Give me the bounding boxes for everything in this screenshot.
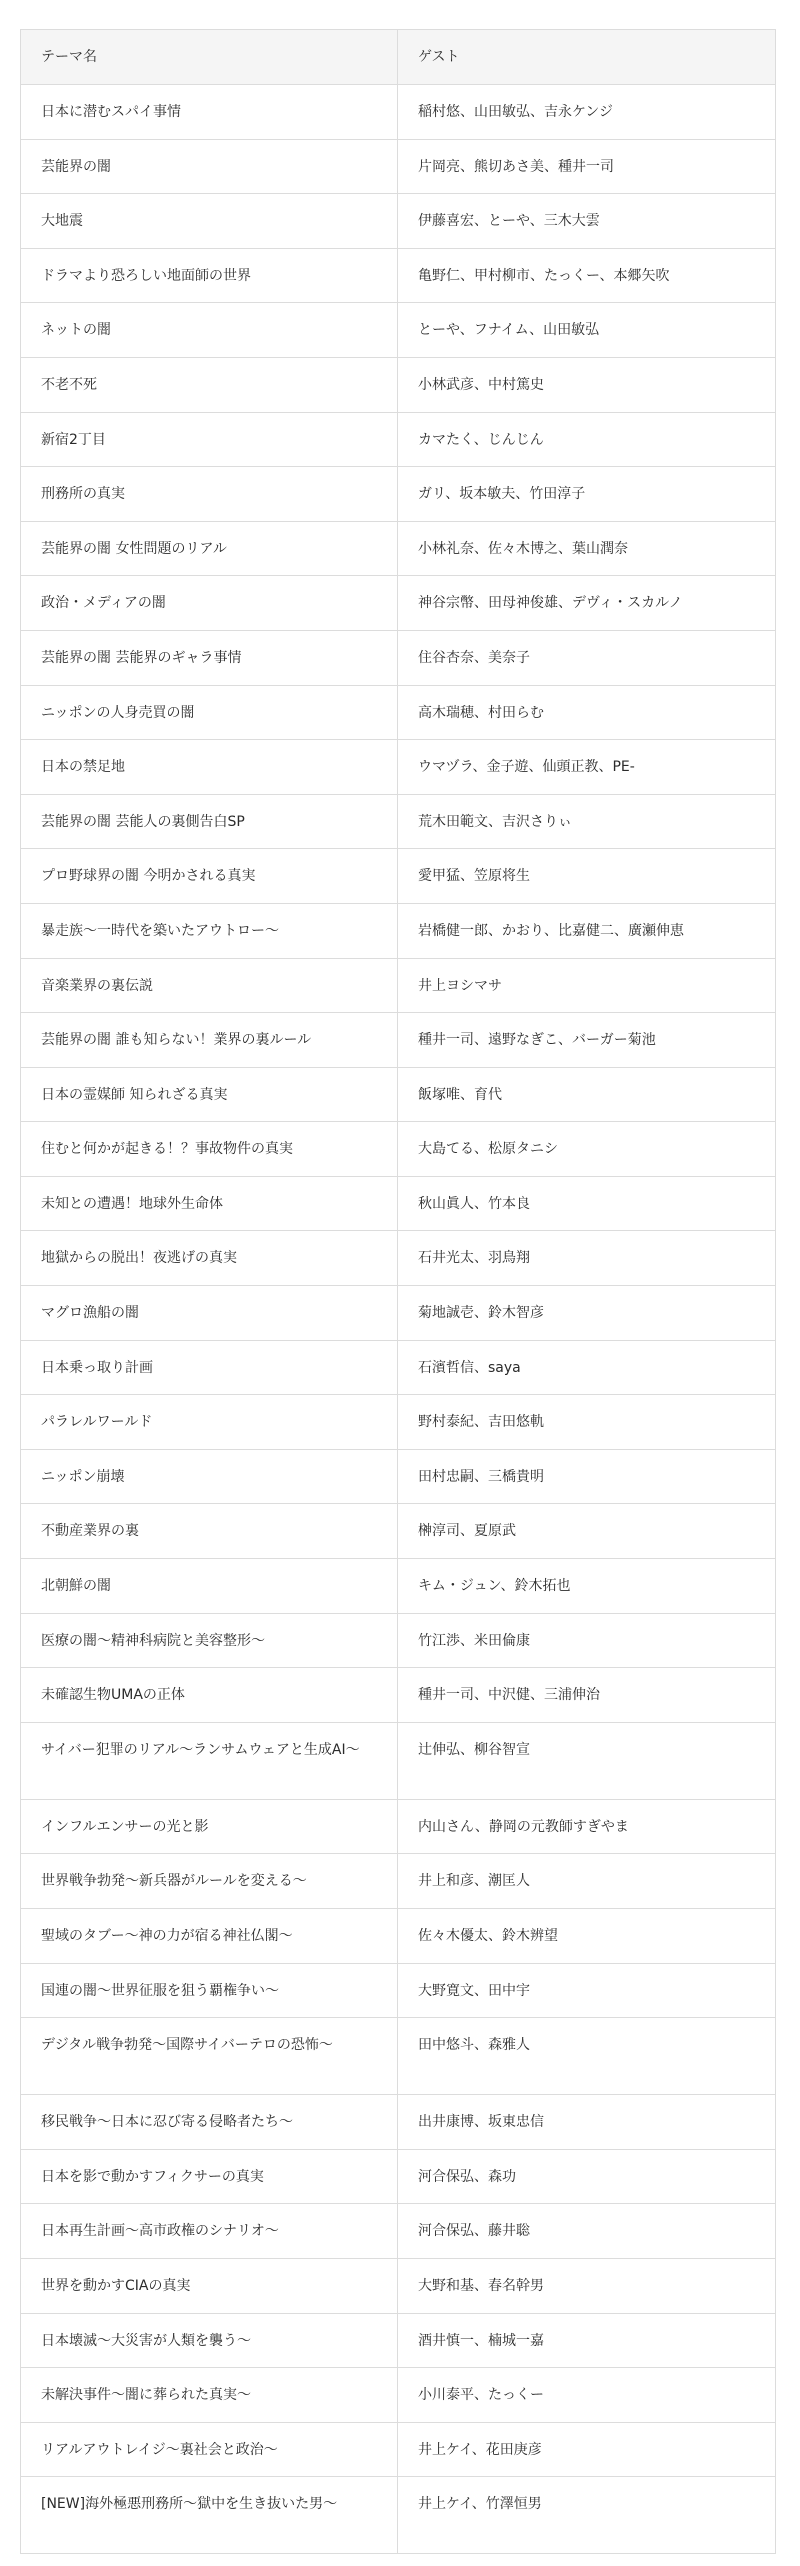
table-row <box>21 2018 776 2095</box>
table-row <box>21 2477 776 2554</box>
guest-cell: 辻伸弘、柳谷智宣 <box>398 1722 776 1799</box>
theme-cell: 大地震 <box>21 194 398 249</box>
table-row <box>21 303 776 358</box>
guest-cell: 片岡亮、熊切あさ美、種井一司 <box>398 139 776 194</box>
guest-cell: 河合保弘、藤井聡 <box>398 2204 776 2259</box>
table-row <box>21 1286 776 1341</box>
guest-cell: 大野和基、春名幹男 <box>398 2258 776 2313</box>
guest-cell: 飯塚唯、育代 <box>398 1067 776 1122</box>
theme-cell: 芸能界の闇 芸能人の裏側告白SP <box>21 794 398 849</box>
theme-cell: プロ野球界の闇 今明かされる真実 <box>21 849 398 904</box>
table-header-row <box>21 30 776 85</box>
theme-cell: インフルエンサーの光と影 <box>21 1799 398 1854</box>
table-row <box>21 685 776 740</box>
guest-cell: 愛甲猛、笠原将生 <box>398 849 776 904</box>
table-row <box>21 357 776 412</box>
theme-cell: マグロ漁船の闇 <box>21 1286 398 1341</box>
header-theme: テーマ名 <box>21 30 398 85</box>
table-row <box>21 1963 776 2018</box>
guest-cell: 石井光太、羽鳥翔 <box>398 1231 776 1286</box>
table-row <box>21 794 776 849</box>
table-row <box>21 1504 776 1559</box>
theme-cell: 日本壊滅〜大災害が人類を襲う〜 <box>21 2313 398 2368</box>
theme-cell: ニッポン崩壊 <box>21 1449 398 1504</box>
guest-cell: 岩橋健一郎、かおり、比嘉健二、廣瀬伸恵 <box>398 903 776 958</box>
table-row <box>21 1340 776 1395</box>
guest-cell: 亀野仁、甲村柳市、たっくー、本郷矢吹 <box>398 248 776 303</box>
guest-cell: 住谷杏奈、美奈子 <box>398 630 776 685</box>
guest-cell: とーや、フナイム、山田敏弘 <box>398 303 776 358</box>
table-row <box>21 1013 776 1068</box>
theme-cell: ニッポンの人身売買の闇 <box>21 685 398 740</box>
guest-cell: カマたく、じんじん <box>398 412 776 467</box>
guest-cell: 井上ケイ、竹澤恒男 <box>398 2477 776 2554</box>
table-row <box>21 903 776 958</box>
table-row <box>21 139 776 194</box>
guest-cell: 小林武彦、中村篤史 <box>398 357 776 412</box>
table-row <box>21 1176 776 1231</box>
table-row <box>21 2149 776 2204</box>
table-row <box>21 1122 776 1177</box>
guest-cell: 種井一司、中沢健、三浦伸治 <box>398 1668 776 1723</box>
guest-cell: 酒井慎一、楠城一嘉 <box>398 2313 776 2368</box>
theme-cell: 未解決事件〜闇に葬られた真実〜 <box>21 2368 398 2423</box>
guest-cell: キム・ジュン、鈴木拓也 <box>398 1559 776 1614</box>
theme-cell: 政治・メディアの闇 <box>21 576 398 631</box>
theme-cell: 芸能界の闇 <box>21 139 398 194</box>
theme-cell: 不動産業界の裏 <box>21 1504 398 1559</box>
guest-cell: 稲村悠、山田敏弘、吉永ケンジ <box>398 85 776 140</box>
table-row <box>21 576 776 631</box>
table-row <box>21 1067 776 1122</box>
table-row <box>21 1559 776 1614</box>
theme-cell: 世界を動かすCIAの真実 <box>21 2258 398 2313</box>
table-row <box>21 85 776 140</box>
theme-cell: 聖域のタブー〜神の力が宿る神社仏閣〜 <box>21 1909 398 1964</box>
guest-cell: ガリ、坂本敏夫、竹田淳子 <box>398 467 776 522</box>
table-row <box>21 2368 776 2423</box>
theme-cell: パラレルワールド <box>21 1395 398 1450</box>
guest-cell: 河合保弘、森功 <box>398 2149 776 2204</box>
theme-cell: 日本の霊媒師 知られざる真実 <box>21 1067 398 1122</box>
table-row <box>21 1395 776 1450</box>
guest-cell: 伊藤喜宏、とーや、三木大雲 <box>398 194 776 249</box>
theme-cell: リアルアウトレイジ〜裏社会と政治〜 <box>21 2422 398 2477</box>
theme-cell: 日本の禁足地 <box>21 740 398 795</box>
table-row <box>21 2422 776 2477</box>
guest-cell: 石濱哲信、saya <box>398 1340 776 1395</box>
guest-cell: 出井康博、坂東忠信 <box>398 2095 776 2150</box>
guest-cell: 榊淳司、夏原武 <box>398 1504 776 1559</box>
table-row <box>21 740 776 795</box>
table-row <box>21 958 776 1013</box>
guest-cell: 種井一司、遠野なぎこ、バーガー菊池 <box>398 1013 776 1068</box>
table-row <box>21 1449 776 1504</box>
guest-cell: 荒木田範文、吉沢さりぃ <box>398 794 776 849</box>
theme-cell: 国連の闇〜世界征服を狙う覇権争い〜 <box>21 1963 398 2018</box>
theme-cell: 未確認生物UMAの正体 <box>21 1668 398 1723</box>
table-row <box>21 1613 776 1668</box>
guest-cell: 神谷宗幣、田母神俊雄、デヴィ・スカルノ <box>398 576 776 631</box>
table-body <box>21 85 776 2554</box>
table-row <box>21 1854 776 1909</box>
guest-cell: 秋山眞人、竹本良 <box>398 1176 776 1231</box>
guest-cell: 大野寛文、田中宇 <box>398 1963 776 2018</box>
theme-cell: ネットの闇 <box>21 303 398 358</box>
table-row <box>21 2204 776 2259</box>
theme-cell: 日本を影で動かすフィクサーの真実 <box>21 2149 398 2204</box>
guest-cell: 井上ヨシマサ <box>398 958 776 1013</box>
theme-cell: 芸能界の闇 誰も知らない！業界の裏ルール <box>21 1013 398 1068</box>
guest-cell: 大島てる、松原タニシ <box>398 1122 776 1177</box>
theme-cell: 地獄からの脱出！夜逃げの真実 <box>21 1231 398 1286</box>
guest-cell: 小川泰平、たっくー <box>398 2368 776 2423</box>
theme-cell: 芸能界の闇 女性問題のリアル <box>21 521 398 576</box>
theme-cell: デジタル戦争勃発〜国際サイバーテロの恐怖〜 <box>21 2018 398 2095</box>
guest-cell: 竹江渉、米田倫康 <box>398 1613 776 1668</box>
table-row <box>21 248 776 303</box>
theme-guest-table <box>20 29 776 2554</box>
table-row <box>21 1909 776 1964</box>
theme-cell: 芸能界の闇 芸能界のギャラ事情 <box>21 630 398 685</box>
theme-cell: サイバー犯罪のリアル〜ランサムウェアと生成AI〜 <box>21 1722 398 1799</box>
guest-cell: 田中悠斗、森雅人 <box>398 2018 776 2095</box>
table-row <box>21 412 776 467</box>
guest-cell: 小林礼奈、佐々木博之、葉山潤奈 <box>398 521 776 576</box>
theme-cell: 日本再生計画〜高市政権のシナリオ〜 <box>21 2204 398 2259</box>
table-row <box>21 630 776 685</box>
table-row <box>21 521 776 576</box>
header-guest: ゲスト <box>398 30 776 85</box>
theme-cell: 住むと何かが起きる！？事故物件の真実 <box>21 1122 398 1177</box>
theme-guest-table-container <box>20 29 775 2554</box>
table-row <box>21 194 776 249</box>
theme-cell: 日本乗っ取り計画 <box>21 1340 398 1395</box>
theme-cell: 北朝鮮の闇 <box>21 1559 398 1614</box>
theme-cell: ドラマより恐ろしい地面師の世界 <box>21 248 398 303</box>
theme-cell: 日本に潜むスパイ事情 <box>21 85 398 140</box>
theme-cell: 暴走族〜一時代を築いたアウトロー〜 <box>21 903 398 958</box>
table-row <box>21 2313 776 2368</box>
table-row <box>21 2258 776 2313</box>
table-row <box>21 1231 776 1286</box>
theme-cell: 世界戦争勃発〜新兵器がルールを変える〜 <box>21 1854 398 1909</box>
theme-cell: 不老不死 <box>21 357 398 412</box>
guest-cell: 佐々木優太、鈴木辨望 <box>398 1909 776 1964</box>
theme-cell: [NEW]海外極悪刑務所〜獄中を生き抜いた男〜 <box>21 2477 398 2554</box>
guest-cell: 高木瑞穂、村田らむ <box>398 685 776 740</box>
table-row <box>21 1668 776 1723</box>
guest-cell: 田村忠嗣、三橋貴明 <box>398 1449 776 1504</box>
table-row <box>21 849 776 904</box>
guest-cell: 井上和彦、潮匡人 <box>398 1854 776 1909</box>
theme-cell: 医療の闇〜精神科病院と美容整形〜 <box>21 1613 398 1668</box>
table-row <box>21 1722 776 1799</box>
theme-cell: 未知との遭遇！地球外生命体 <box>21 1176 398 1231</box>
guest-cell: 井上ケイ、花田庚彦 <box>398 2422 776 2477</box>
theme-cell: 刑務所の真実 <box>21 467 398 522</box>
table-row <box>21 1799 776 1854</box>
theme-cell: 音楽業界の裏伝説 <box>21 958 398 1013</box>
table-row <box>21 467 776 522</box>
guest-cell: ウマヅラ、金子遊、仙頭正教、PE- <box>398 740 776 795</box>
guest-cell: 菊地誠壱、鈴木智彦 <box>398 1286 776 1341</box>
theme-cell: 移民戦争〜日本に忍び寄る侵略者たち〜 <box>21 2095 398 2150</box>
theme-cell: 新宿2丁目 <box>21 412 398 467</box>
guest-cell: 野村泰紀、吉田悠軌 <box>398 1395 776 1450</box>
guest-cell: 内山さん、静岡の元教師すぎやま <box>398 1799 776 1854</box>
table-row <box>21 2095 776 2150</box>
